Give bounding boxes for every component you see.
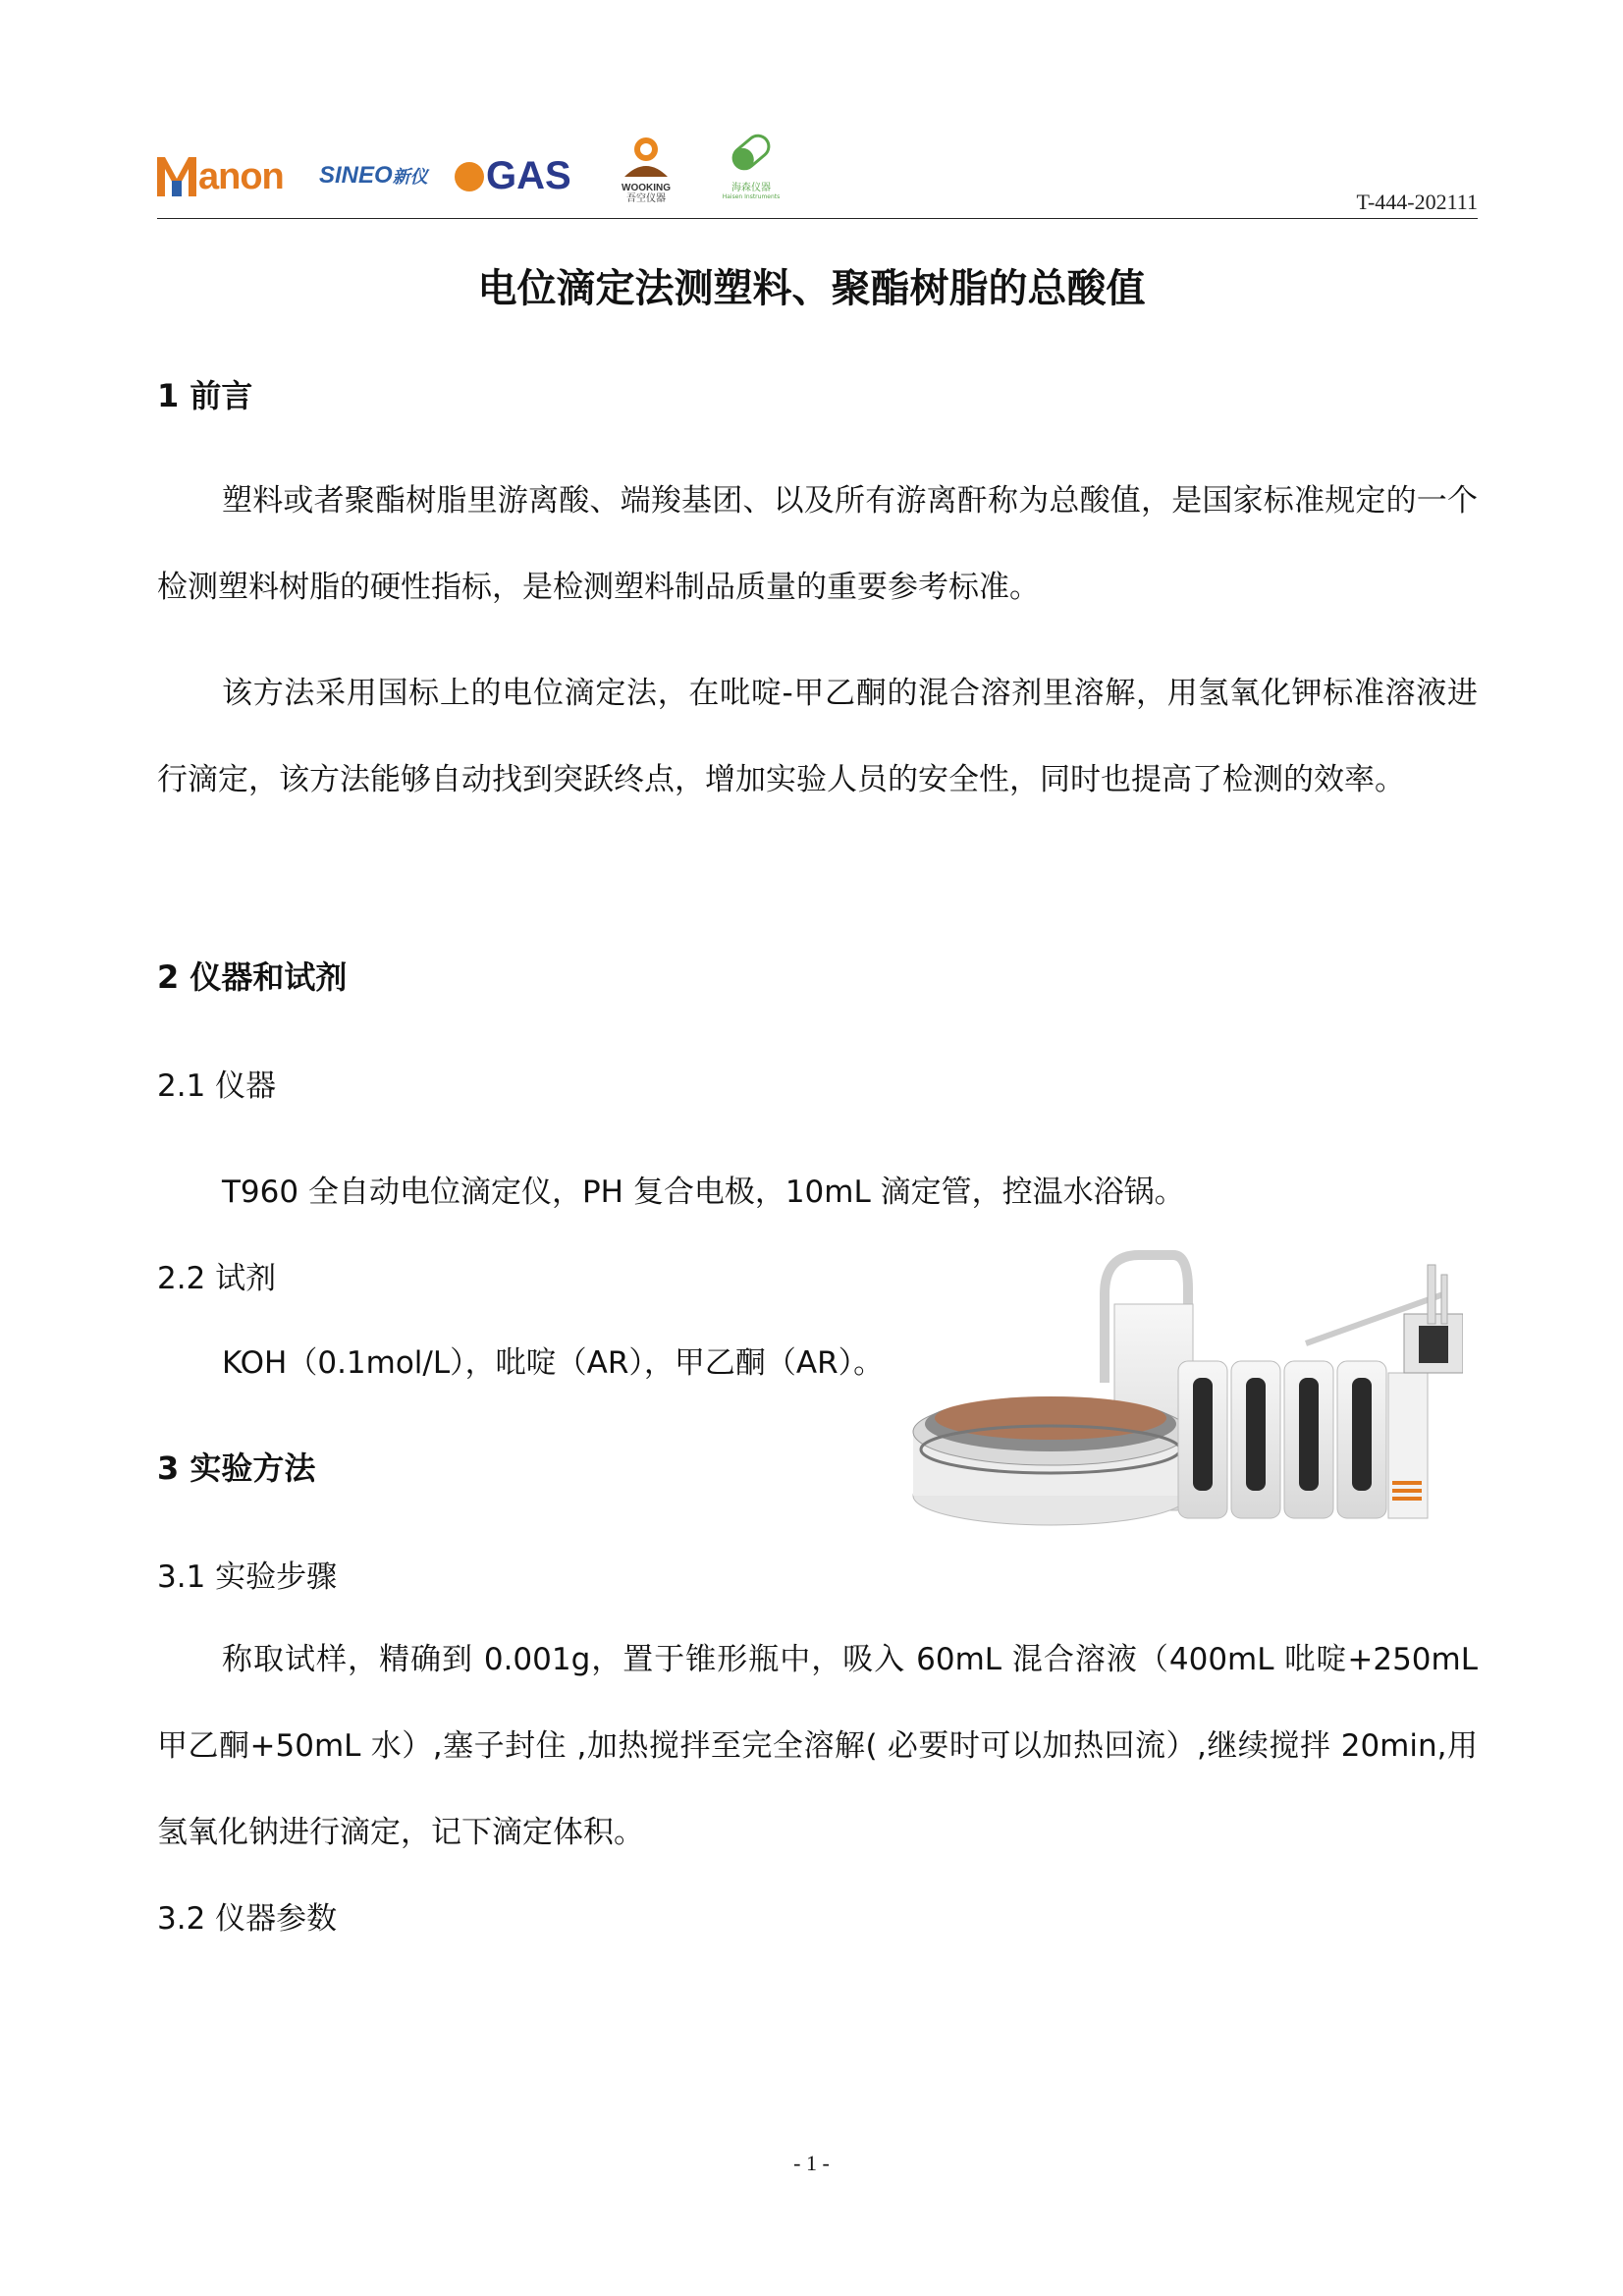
sineo-logo-cn: 新仪	[392, 167, 428, 187]
gas-logo-text: GAS	[486, 154, 571, 197]
instruments-text: T960 全自动电位滴定仪，PH 复合电极，10mL 滴定管，控温水浴锅。	[222, 1175, 1185, 1210]
section-1-paragraph-2: 该方法采用国标上的电位滴定法，在吡啶-甲乙酮的混合溶剂里溶解，用氢氧化钾标准溶液进行滴定，该方法能够自动找到突跃终点，增加实验人员的安全性，同时也提高了检测的效率。	[157, 676, 1478, 797]
sineo-logo-text: SINEO	[319, 162, 393, 189]
wooking-logo	[609, 136, 683, 204]
haisen-capsule-icon	[724, 126, 779, 179]
haisen-logo	[717, 126, 785, 201]
section-3-1-paragraph: 称取试样，精确到 0.001g，置于锥形瓶中，吸入 60mL 混合溶液（400mL 吡啶+250mL 甲乙酮+50mL 水）,塞子封住 ,加热搅拌至完全溶解( 必要时可以加热回流）,继续搅拌 20min,用氢氧化钠进行滴定，记下滴定体积。	[157, 1642, 1478, 1850]
manon-m-icon	[157, 155, 196, 198]
wooking-logo-text: WOOKING	[622, 183, 671, 193]
section-1-heading: 1 前言	[157, 377, 253, 414]
section-3-1-heading: 3.1 实验步骤	[157, 1559, 338, 1595]
section-2-2-heading: 2.2 试剂	[157, 1261, 277, 1296]
titrator-instrument-image	[893, 1235, 1463, 1540]
section-2-heading: 2 仪器和试剂	[157, 958, 348, 996]
document-code: T-444-202111	[1356, 190, 1478, 214]
reagents-text: KOH（0.1mol/L），吡啶（AR），甲乙酮（AR）。	[222, 1345, 885, 1381]
section-3-2-heading: 3.2 仪器参数	[157, 1901, 338, 1937]
section-1-paragraph-1: 塑料或者聚酯树脂里游离酸、端羧基团、以及所有游离酐称为总酸值，是国家标准规定的一个检测塑料树脂的硬性指标，是检测塑料制品质量的重要参考标准。	[157, 483, 1478, 605]
haisen-logo-cn: 海森仪器	[731, 183, 771, 193]
gas-dot-icon	[455, 162, 484, 191]
header-divider	[157, 218, 1478, 219]
section-3-heading: 3 实验方法	[157, 1449, 316, 1487]
sineo-logo	[319, 162, 428, 190]
page-number: - 1 -	[793, 2151, 830, 2175]
haisen-logo-en: Haisen Instruments	[722, 193, 781, 200]
section-2-1-heading: 2.1 仪器	[157, 1068, 277, 1104]
manon-logo	[157, 152, 284, 201]
wooking-emblem-icon	[619, 136, 674, 179]
manon-logo-text: anon	[198, 155, 284, 197]
gas-logo	[455, 154, 571, 198]
page-title: 电位滴定法测塑料、聚酯树脂的总酸值	[477, 266, 1146, 311]
wooking-logo-cn: 吾空仪器	[626, 193, 666, 204]
